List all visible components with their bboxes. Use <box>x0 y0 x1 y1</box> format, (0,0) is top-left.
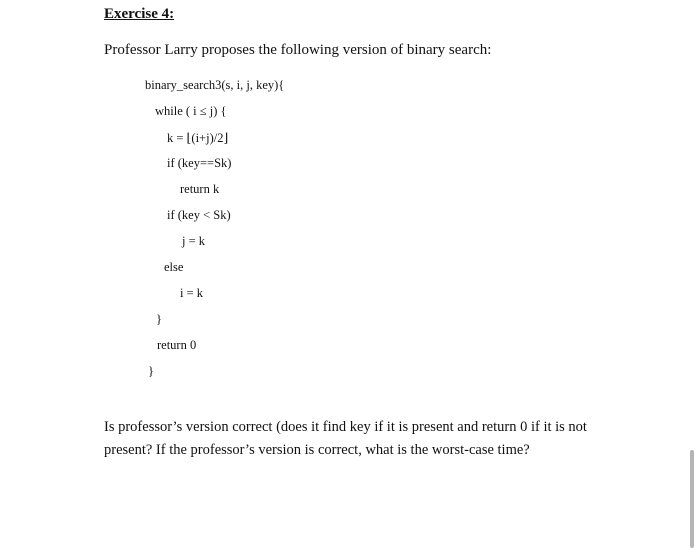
intro-text: Professor Larry proposes the following version of binary search: <box>104 42 492 58</box>
question-line-2: present? If the professor’s version is correct, what is the worst-case time? <box>104 442 530 458</box>
question-line-1: Is professor’s version correct (does it find key if it is present and return 0 if it is not <box>104 419 587 435</box>
question-text <box>104 416 587 462</box>
code-line-midpoint: k = ⌊(i+j)/2⌋ <box>167 131 229 145</box>
code-line-return-0: return 0 <box>157 338 197 352</box>
exercise-title: Exercise 4: <box>104 6 175 22</box>
code-line-function-signature: binary_search3(s, i, j, key){ <box>145 78 285 92</box>
code-line-if-less: if (key < Sk) <box>167 208 231 222</box>
code-line-i-assign: i = k <box>180 286 204 300</box>
code-line-close-while: } <box>156 312 162 326</box>
vertical-scrollbar[interactable] <box>690 450 694 548</box>
code-line-return-k: return k <box>180 182 220 196</box>
code-line-while: while ( i ≤ j) { <box>155 104 227 118</box>
code-line-if-equal: if (key==Sk) <box>167 156 232 170</box>
code-line-else: else <box>164 260 184 274</box>
code-line-j-assign: j = k <box>182 234 206 248</box>
code-line-close-function: } <box>148 364 154 378</box>
